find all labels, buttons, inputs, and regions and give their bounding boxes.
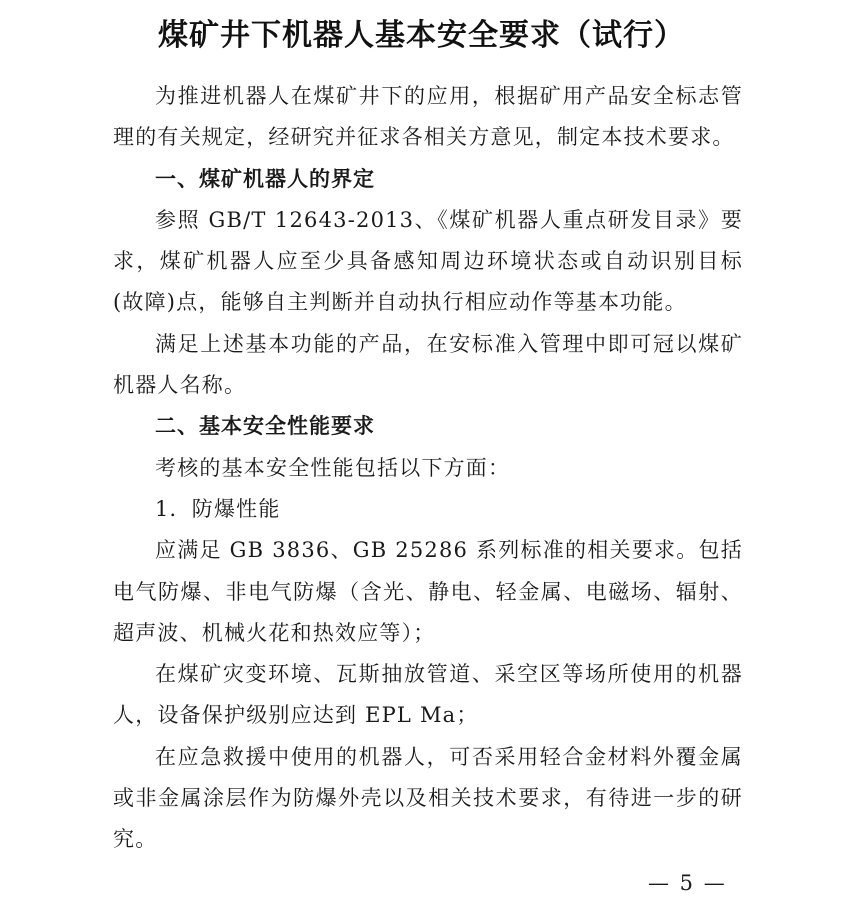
- document-body: [113, 76, 743, 861]
- intro-paragraph: 为推进机器人在煤矿井下的应用，根据矿用产品安全标志管理的有关规定，经研究并征求各相关方意见，制定本技术要求。: [113, 84, 743, 150]
- subsection-heading-explosion-proof: 1．防爆性能: [155, 496, 281, 521]
- definition-paragraph: 参照 GB/T 12643-2013、《煤矿机器人重点研发目录》要求，煤矿机器人应至少具备感知周边环境状态或自动识别目标(故障)点，能够自主判断并自动执行相应动作等基本功能。: [113, 207, 743, 315]
- page-number: — 5 —: [648, 871, 727, 895]
- naming-paragraph: 满足上述基本功能的产品，在安标准入管理中即可冠以煤矿机器人名称。: [113, 331, 743, 398]
- requirements-intro-paragraph: 考核的基本安全性能包括以下方面：: [155, 455, 511, 480]
- document-title: 煤矿井下机器人基本安全要求（试行）: [158, 18, 685, 53]
- emergency-rescue-paragraph: 在应急救援中使用的机器人，可否采用轻合金材料外覆金属或非金属涂层作为防爆外壳以及相关技术要求，有待进一步的研究。: [113, 744, 743, 852]
- epl-paragraph: 在煤矿灾变环境、瓦斯抽放管道、采空区等场所使用的机器人，设备保护级别应达到 EPL Ma；: [113, 662, 743, 728]
- standards-paragraph: 应满足 GB 3836、GB 25286 系列标准的相关要求。包括电气防爆、非电气防爆（含光、静电、轻金属、电磁场、辐射、超声波、机械火花和热效应等）；: [113, 538, 743, 645]
- section-heading-requirements: 二、基本安全性能要求: [155, 414, 375, 439]
- section-heading-definition: 一、煤矿机器人的界定: [155, 166, 375, 191]
